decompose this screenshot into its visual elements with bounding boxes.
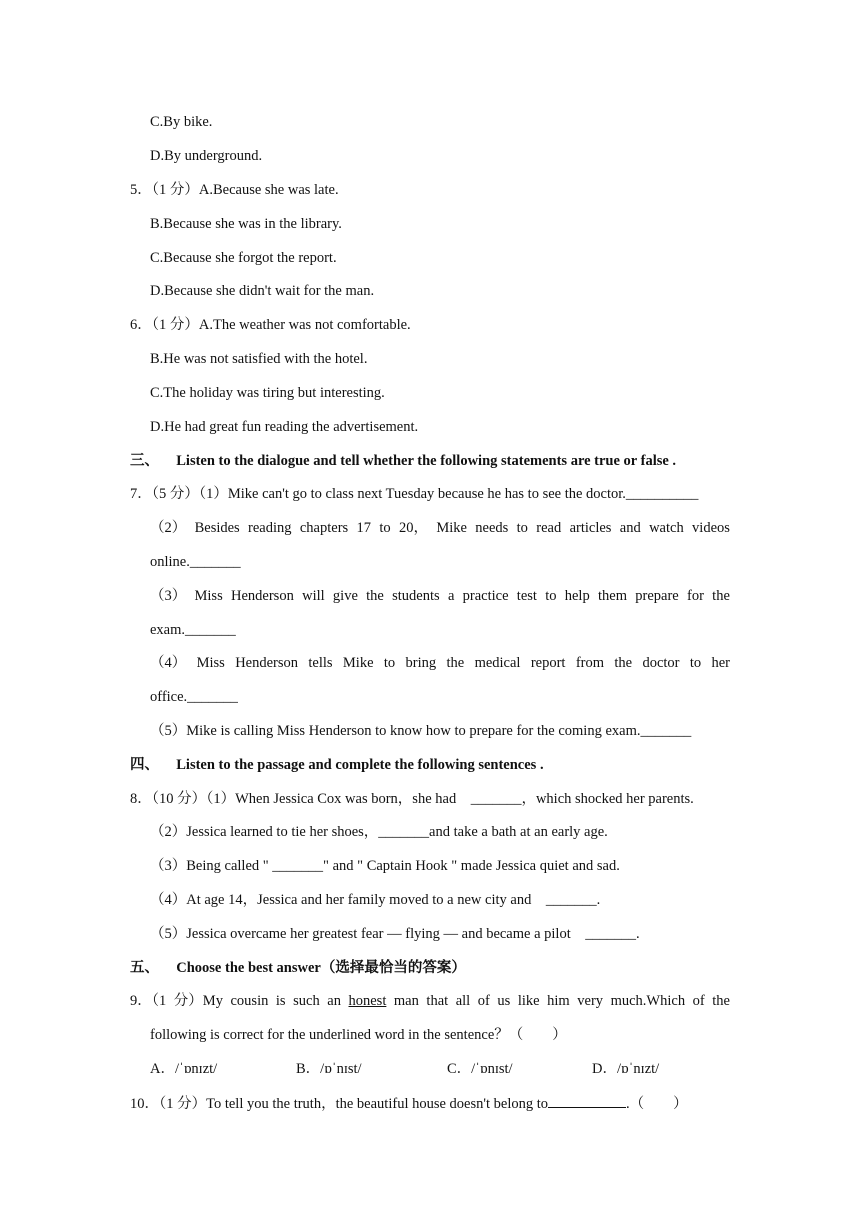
- word: students: [392, 588, 440, 604]
- word: man: [393, 993, 419, 1009]
- word: for: [686, 588, 704, 604]
- word: read: [536, 520, 562, 536]
- section-3-title: Listen to the dialogue and tell whether the following statements are true or false .: [176, 453, 677, 469]
- section-3-number: 三、: [130, 453, 159, 469]
- word: honest: [348, 993, 387, 1009]
- word: chapters: [299, 520, 349, 536]
- word: to: [689, 655, 702, 671]
- word: （4）: [150, 655, 187, 671]
- word: the: [366, 588, 384, 604]
- word: Mike: [342, 655, 374, 671]
- q6-stem: 6．（1 分）A.The weather was not comfortable.: [130, 317, 411, 333]
- q9-stem: [130, 991, 730, 1011]
- q4-option-d: D.By underground.: [150, 148, 263, 164]
- word: will: [302, 588, 325, 604]
- word: 9．（1: [130, 993, 167, 1009]
- q10-stem-text: 10．（1 分）To tell you the truth，the beautiful house doesn't belong to: [130, 1096, 549, 1112]
- word: us: [497, 993, 511, 1009]
- word: of: [692, 993, 705, 1009]
- word: to: [383, 655, 396, 671]
- word: from: [575, 655, 604, 671]
- q7-stem: 7．（5 分）（1）Mike can't go to class next Tuesday because he has to see the doctor.__________: [130, 486, 699, 502]
- word: them: [597, 588, 627, 604]
- word: such: [293, 993, 320, 1009]
- q8-sentence-4: （4）At age 14，Jessica and her family moved to a new city and _______.: [150, 892, 601, 908]
- word: and: [619, 520, 641, 536]
- word: the: [712, 588, 730, 604]
- q10-stem-tail: .（ ）: [626, 1096, 688, 1112]
- word: the: [712, 993, 730, 1009]
- section-5-title: Choose the best answer（选择最恰当的答案）: [176, 960, 466, 976]
- q5-option-b: B.Because she was in the library.: [150, 216, 342, 232]
- word: watch: [649, 520, 684, 536]
- q10-blank: [548, 1093, 626, 1108]
- q8-stem: 8．（10 分）（1）When Jessica Cox was born，she had _______，which shocked her parents.: [130, 791, 694, 807]
- word: much.Which: [610, 993, 686, 1009]
- word: videos: [692, 520, 730, 536]
- word: an: [327, 993, 341, 1009]
- word: all: [455, 993, 471, 1009]
- q6-option-c: C.The holiday was tiring but interesting.: [150, 385, 385, 401]
- section-3-heading: [130, 451, 676, 471]
- word: of: [477, 993, 490, 1009]
- word: test: [516, 588, 537, 604]
- word: to: [545, 588, 557, 604]
- word: that: [426, 993, 449, 1009]
- q7-statement-4-cont: office._______: [150, 689, 238, 705]
- word: to: [516, 520, 528, 536]
- word: a: [447, 588, 455, 604]
- q7-statement-2-cont: online._______: [150, 554, 241, 570]
- word: needs: [475, 520, 509, 536]
- q6-option-b: B.He was not satisfied with the hotel.: [150, 351, 368, 367]
- word: 分）My: [173, 993, 223, 1009]
- q9-stem-cont: following is correct for the underlined word in the sentence？（ ）: [150, 1027, 567, 1043]
- q9-option-b: B．/ɒˈnɪst/: [296, 1061, 362, 1077]
- q10-stem: [130, 1093, 688, 1114]
- word: the: [446, 655, 465, 671]
- word: tells: [308, 655, 333, 671]
- word: him: [547, 993, 570, 1009]
- word: doctor: [642, 655, 680, 671]
- section-4-number: 四、: [130, 757, 159, 773]
- q9-option-c: C．/ˈɒnɪst/: [447, 1061, 513, 1077]
- word: practice: [462, 588, 509, 604]
- q8-sentence-3: （3）Being called " _______" and " Captain Hook " made Jessica quiet and sad.: [150, 858, 620, 874]
- word: cousin: [230, 993, 269, 1009]
- word: medical: [474, 655, 521, 671]
- section-4-heading: [130, 755, 544, 775]
- q5-option-c: C.Because she forgot the report.: [150, 250, 337, 266]
- q5-option-d: D.Because she didn't wait for the man.: [150, 283, 375, 299]
- word: Henderson: [231, 588, 294, 604]
- word: her: [711, 655, 730, 671]
- word: prepare: [635, 588, 679, 604]
- word: to: [379, 520, 391, 536]
- q4-option-c: C.By bike.: [150, 114, 213, 130]
- word: Miss: [194, 588, 223, 604]
- word: 20，: [399, 520, 428, 536]
- word: Miss: [196, 655, 225, 671]
- q7-statement-2: [150, 518, 730, 538]
- q7-statement-4: [150, 653, 730, 673]
- word: Besides: [194, 520, 240, 536]
- word: give: [332, 588, 358, 604]
- q7-statement-3-cont: exam._______: [150, 622, 236, 638]
- word: is: [275, 993, 286, 1009]
- q8-sentence-5: （5）Jessica overcame her greatest fear — flying — and became a pilot _______.: [150, 926, 640, 942]
- word: help: [564, 588, 590, 604]
- word: very: [577, 993, 604, 1009]
- word: Mike: [436, 520, 467, 536]
- word: reading: [248, 520, 292, 536]
- word: 17: [356, 520, 372, 536]
- word: bring: [405, 655, 437, 671]
- q9-option-d: D．/ɒˈnɪzt/: [592, 1061, 660, 1077]
- word: （3）: [150, 588, 187, 604]
- word: articles: [569, 520, 612, 536]
- q9-option-a: A．/ˈɒnɪzt/: [150, 1061, 218, 1077]
- section-4-title: Listen to the passage and complete the following sentences .: [176, 757, 544, 773]
- word: report: [530, 655, 566, 671]
- q7-statement-5: （5）Mike is calling Miss Henderson to know how to prepare for the coming exam._______: [150, 723, 692, 739]
- word: the: [614, 655, 633, 671]
- q6-option-d: D.He had great fun reading the advertisement.: [150, 419, 419, 435]
- q8-sentence-2: （2）Jessica learned to tie her shoes，_______and take a bath at an early age.: [150, 824, 608, 840]
- q7-statement-3: [150, 586, 730, 606]
- q5-stem: 5．（1 分）A.Because she was late.: [130, 182, 339, 198]
- section-5-heading: [130, 958, 466, 978]
- word: （2）: [150, 520, 187, 536]
- section-5-number: 五、: [130, 960, 159, 976]
- word: like: [517, 993, 540, 1009]
- word: Henderson: [235, 655, 299, 671]
